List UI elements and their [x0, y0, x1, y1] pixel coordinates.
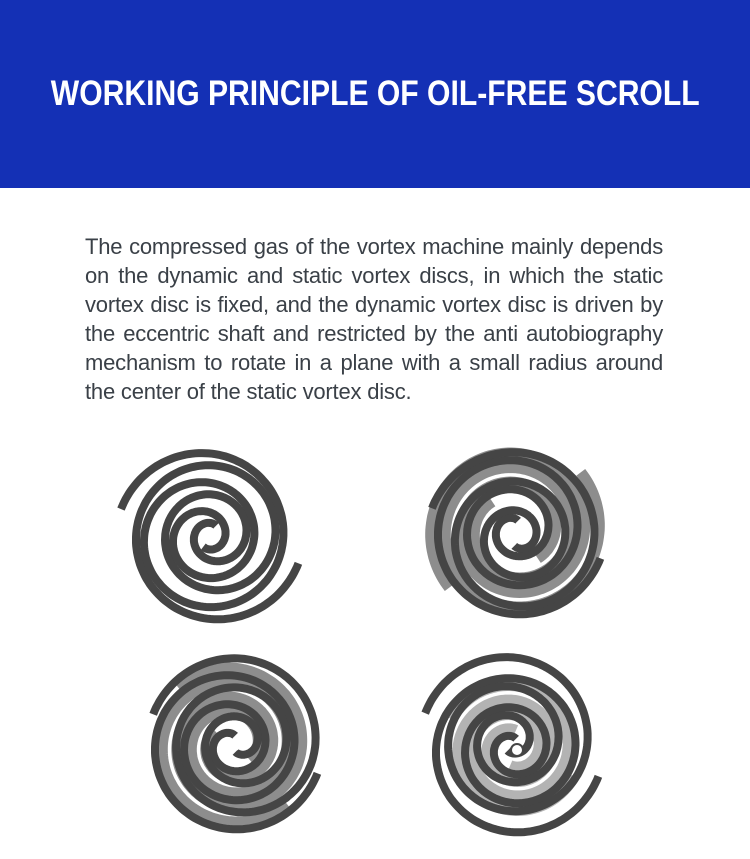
paragraph-line: The compressed gas of the vortex machine mainly depends	[85, 234, 663, 259]
scroll-spiral-svg-1	[93, 435, 333, 635]
paragraph-line: mechanism to rotate in a plane with a small radius around	[85, 350, 663, 375]
paragraph-line: on the dynamic and static vortex discs, in which the static	[85, 263, 663, 288]
scroll-spiral-svg-2	[395, 430, 635, 630]
page-title: WORKING PRINCIPLE OF OIL-FREE SCROLL	[50, 74, 700, 113]
scroll-diagram-stage-1	[93, 435, 333, 635]
scroll-diagram-stage-4	[393, 648, 633, 848]
header-banner	[0, 0, 750, 188]
scroll-spiral-svg-3	[112, 645, 352, 845]
intro-paragraph	[85, 232, 663, 406]
scroll-spiral-svg-4	[393, 648, 633, 848]
paragraph-line: vortex disc is fixed, and the dynamic vortex disc is driven by	[85, 292, 663, 317]
scroll-diagram-stage-2	[395, 430, 635, 630]
paragraph-line: the center of the static vortex disc.	[85, 379, 412, 404]
paragraph-line: the eccentric shaft and restricted by the anti autobiography	[85, 321, 663, 346]
scroll-diagram-stage-3	[112, 645, 352, 845]
